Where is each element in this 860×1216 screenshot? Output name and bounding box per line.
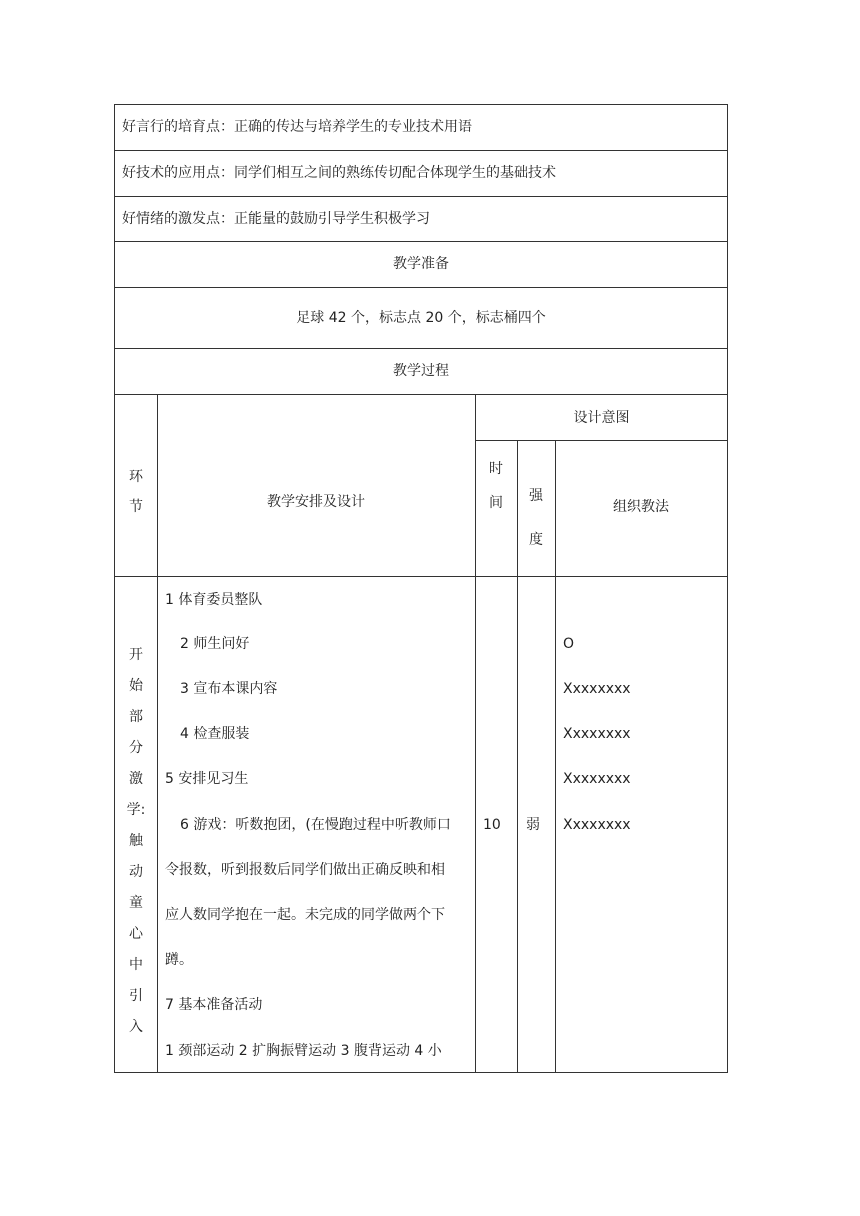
col-border — [114, 104, 115, 1073]
emotion-motivation-point: 好情绪的激发点：正能量的鼓励引导学生积极学习 — [122, 211, 430, 227]
row-border — [114, 348, 728, 349]
arrangement-line: 4 检查服装 — [180, 726, 250, 742]
row-border — [114, 104, 728, 105]
teaching-prep-header: 教学准备 — [393, 256, 449, 272]
arrangement-line: 1 颈部运动 2 扩胸振臂运动 3 腹背运动 4 小 — [165, 1043, 442, 1059]
arrangement-line: 令报数，听到报数后同学们做出正确反映和相 — [165, 862, 445, 878]
intensity-column-header: 强 度 — [529, 488, 543, 548]
arrangement-line: 2 师生问好 — [180, 636, 250, 652]
row-border — [114, 576, 728, 577]
arrangement-line: 7 基本准备活动 — [165, 997, 263, 1013]
arrangement-line: 蹲。 — [165, 952, 193, 968]
intensity-value: 弱 — [526, 817, 540, 833]
design-intent-header: 设计意图 — [573, 410, 630, 426]
arrangement-line: 5 安排见习生 — [165, 771, 249, 787]
time-value: 10 — [483, 817, 501, 833]
row-border — [114, 150, 728, 151]
row-border — [475, 440, 728, 441]
formation-row: Xxxxxxxx — [563, 681, 631, 697]
arrangement-column-header: 教学安排及设计 — [267, 494, 365, 510]
row-border — [114, 196, 728, 197]
arrangement-line: 3 宣布本课内容 — [180, 681, 278, 697]
formation-row: Xxxxxxxx — [563, 726, 631, 742]
method-column-header: 组织教法 — [613, 499, 669, 515]
arrangement-line: 应人数同学抱在一起。未完成的同学做两个下 — [165, 907, 445, 923]
teaching-prep-content: 足球 42 个，标志点 20 个，标志桶四个 — [296, 310, 546, 326]
row-border — [114, 1072, 728, 1073]
arrangement-line: 1 体育委员整队 — [165, 592, 263, 608]
section-column-header: 环 节 — [129, 469, 143, 515]
arrangement-line: 6 游戏：听数抱团，(在慢跑过程中听教师口 — [180, 817, 451, 833]
teaching-process-header: 教学过程 — [393, 363, 449, 379]
col-border — [555, 440, 556, 1073]
formation-teacher: O — [563, 636, 575, 652]
section-name-vertical: 开 始 部 分 激 学: 触 动 童 心 中 引 入 — [126, 647, 146, 1035]
row-border — [114, 394, 728, 395]
row-border — [114, 287, 728, 288]
formation-row: Xxxxxxxx — [563, 771, 631, 787]
formation-row: Xxxxxxxx — [563, 817, 631, 833]
row-border — [114, 241, 728, 242]
speech-cultivation-point: 好言行的培育点：正确的传达与培养学生的专业技术用语 — [122, 119, 472, 135]
time-column-header: 时 间 — [489, 461, 503, 511]
skill-application-point: 好技术的应用点：同学们相互之间的熟练传切配合体现学生的基础技术 — [122, 165, 556, 181]
col-border — [727, 104, 728, 1073]
